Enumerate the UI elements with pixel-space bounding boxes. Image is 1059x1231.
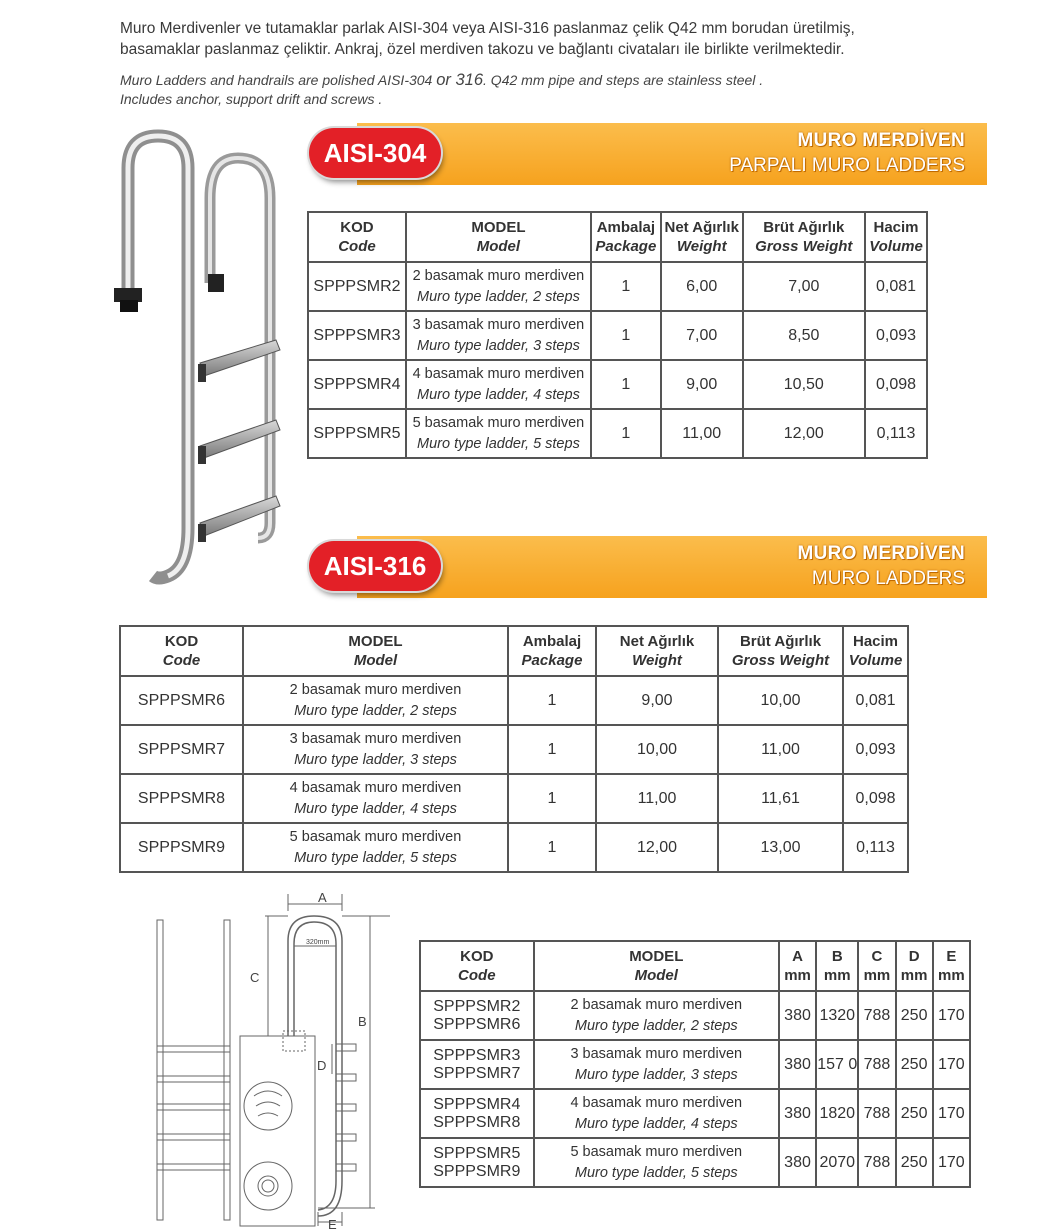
intro-tr-line2: basamaklar paslanmaz çeliktir. Ankraj, özel merdiven takozu ve bağlantı civataları ile birlikte verilmektedir.: [120, 41, 845, 58]
table-aisi316: [119, 625, 909, 873]
aisi316-banner: [357, 536, 987, 598]
header-volume: Hacim Volume: [843, 626, 908, 676]
table-aisi304: [307, 211, 928, 459]
header-model: MODEL Model: [534, 941, 779, 991]
table-row: SPPPSMR6 2 basamak muro merdiven Muro type ladder, 2 steps 1 9,00 10,00 0,081: [120, 676, 908, 725]
header-volume: Hacim Volume: [865, 212, 927, 262]
intro-english: [120, 71, 1020, 109]
table-row: SPPPSMR4 4 basamak muro merdiven Muro type ladder, 4 steps 1 9,00 10,50 0,098: [308, 360, 927, 409]
table-row: SPPPSMR5 5 basamak muro merdiven Muro type ladder, 5 steps 1 11,00 12,00 0,113: [308, 409, 927, 458]
aisi304-banner: [357, 123, 987, 185]
header-gross: Brüt Ağırlık Gross Weight: [718, 626, 843, 676]
table-header-row: [420, 941, 970, 991]
aisi304-badge: AISI-304: [309, 128, 441, 178]
table-row: SPPPSMR2 2 basamak muro merdiven Muro type ladder, 2 steps 1 6,00 7,00 0,081: [308, 262, 927, 311]
table-header-row: [308, 212, 927, 262]
table-row: SPPPSMR7 3 basamak muro merdiven Muro type ladder, 3 steps 1 10,00 11,00 0,093: [120, 725, 908, 774]
header-model: MODEL Model: [243, 626, 508, 676]
table-row: SPPPSMR4 SPPPSMR8 4 basamak muro merdiven Muro type ladder, 4 steps 380 1820 788 250 170: [420, 1089, 970, 1138]
header-weight: Net Ağırlık Weight: [596, 626, 718, 676]
aisi316-badge: AISI-316: [309, 541, 441, 591]
intro-en-part-c: . Q42 mm pipe and steps are stainless steel .: [483, 72, 764, 88]
header-package: Ambalaj Package: [508, 626, 596, 676]
header-code: KOD Code: [420, 941, 534, 991]
table-row: SPPPSMR8 4 basamak muro merdiven Muro type ladder, 4 steps 1 11,00 11,61 0,098: [120, 774, 908, 823]
dim-320: 320mm: [306, 939, 330, 946]
intro-turkish: [120, 18, 1020, 60]
table-row: SPPPSMR9 5 basamak muro merdiven Muro type ladder, 5 steps 1 12,00 13,00 0,113: [120, 823, 908, 872]
aisi304-subtitle: PARPALI MURO LADDERS: [729, 155, 965, 176]
header-code: KOD Code: [308, 212, 406, 262]
table-row: SPPPSMR2 SPPPSMR6 2 basamak muro merdiven Muro type ladder, 2 steps 380 1320 788 250 170: [420, 991, 970, 1040]
intro-en-line1: [120, 71, 1020, 90]
header-c: C mm: [858, 941, 895, 991]
dim-label-a: A: [318, 890, 327, 905]
header-code: KOD Code: [120, 626, 243, 676]
header-e: E mm: [933, 941, 970, 991]
header-weight: Net Ağırlık Weight: [661, 212, 743, 262]
aisi304-title: MURO MERDİVEN: [797, 130, 965, 151]
dim-label-e: E: [328, 1217, 337, 1231]
header-b: B mm: [816, 941, 858, 991]
table-dimensions: [419, 940, 971, 1188]
header-model: MODEL Model: [406, 212, 591, 262]
ladder-photo: [108, 128, 303, 588]
table-header-row: [120, 626, 908, 676]
aisi316-title: MURO MERDİVEN: [797, 543, 965, 564]
dim-label-c: C: [250, 970, 260, 985]
header-d: D mm: [896, 941, 933, 991]
ladder-technical-drawing: [140, 886, 410, 1231]
table-row: SPPPSMR5 SPPPSMR9 5 basamak muro merdiven Muro type ladder, 5 steps 380 2070 788 250 170: [420, 1138, 970, 1187]
header-package: Ambalaj Package: [591, 212, 661, 262]
header-gross: Brüt Ağırlık Gross Weight: [743, 212, 865, 262]
dim-label-d: D: [317, 1058, 327, 1073]
intro-tr-line1: Muro Merdivenler ve tutamaklar parlak AISI-304 veya AISI-316 paslanmaz çelik Q42 mm borudan üretilmiş,: [120, 20, 855, 37]
dim-label-b: B: [358, 1014, 367, 1029]
aisi316-subtitle: MURO LADDERS: [811, 568, 965, 589]
header-a: A mm: [779, 941, 816, 991]
intro-en-line2: Includes anchor, support drift and screws .: [120, 91, 383, 107]
intro-en-part-b: or 316: [436, 71, 484, 89]
table-row: SPPPSMR3 3 basamak muro merdiven Muro type ladder, 3 steps 1 7,00 8,50 0,093: [308, 311, 927, 360]
table-row: SPPPSMR3 SPPPSMR7 3 basamak muro merdiven Muro type ladder, 3 steps 380 157 0 788 250 170: [420, 1040, 970, 1089]
intro-en-part-a: Muro Ladders and handrails are polished AISI-304: [120, 72, 437, 88]
